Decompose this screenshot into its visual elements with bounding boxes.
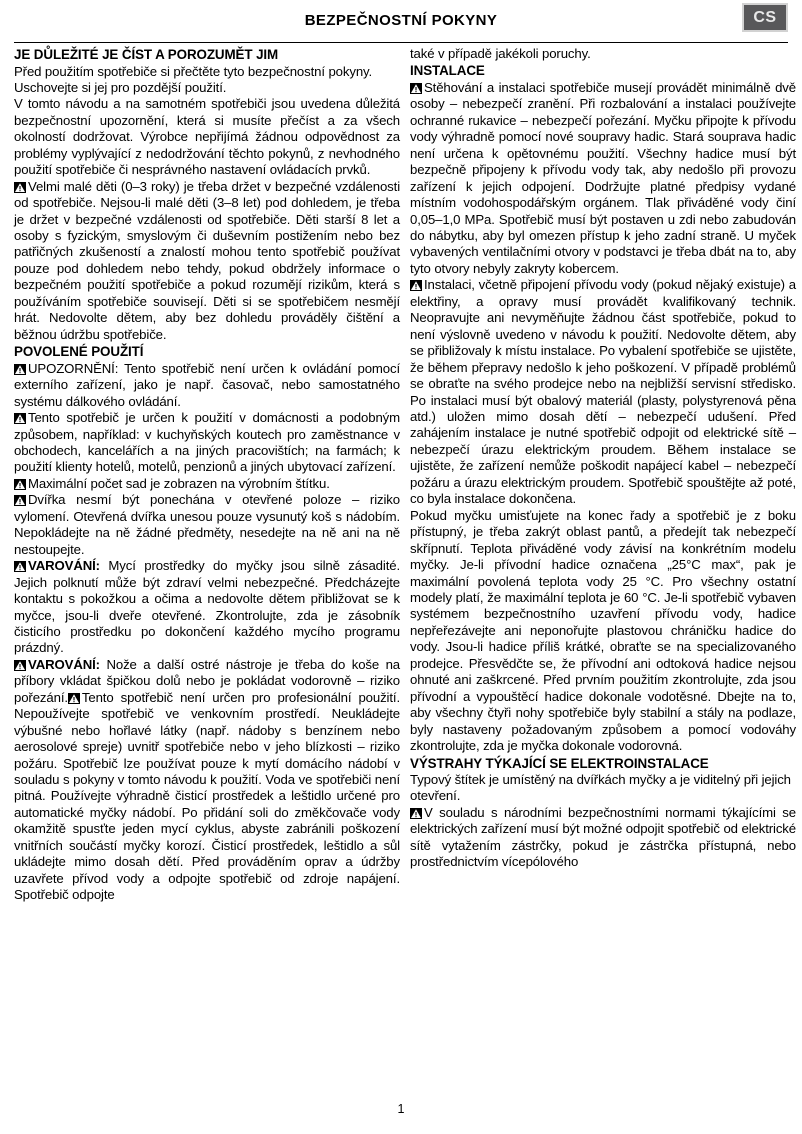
- paragraph-detergent-warning-text: Mycí prostředky do myčky jsou silně zásadité. Jejich polknutí může být zdraví velmi nebezpečné. Předcházejte kontaktu s pokožkou a očima a nedovolte dětem přibližovat se k myčce, jsou-li dveře otevřené. Zkontrolujte, zda je zásobník čisticího prostředku po dokončení každého mycího programu prázdný.: [14, 558, 400, 656]
- header-divider: [14, 42, 788, 43]
- paragraph-installation-handling: [410, 80, 796, 277]
- section-heading-permitted-use: POVOLENÉ POUŽITÍ: [14, 344, 144, 360]
- warning-triangle-icon: [14, 495, 26, 506]
- warning-triangle-icon: [410, 280, 422, 291]
- warning-triangle-icon: [14, 660, 26, 671]
- paragraph-national-standards: [410, 805, 796, 871]
- paragraph-knives-warning-text: Nože a další ostré nástroje je třeba do koše na příbory vkládat špičkou dolů nebo je pokládat vodorovně – riziko pořezání.: [14, 656, 401, 705]
- paragraph-non-professional-use-text: Tento spotřebič není určen pro profesionální použití. Nepoužívejte spotřebič ve venkovním prostředí. Neukládejte výbušné nebo hořlavé látky (např. nádoby s benzínem nebo aerosolové spreje) uvnitř spotřebiče nebo v jeho blízkosti – riziko požáru. Spotřebič lze používat pouze k mytí domácího nádobí v souladu s pokyny v tomto návodu k použití. Voda ve spotřebiči není pitná. Používejte výhradně čisticí prostředek a leštidlo určené pro automatické myčky nádobí. Po přidání soli do změkčovače vody okamžitě spusťte jeden mycí cyklus, abyste zabránili poškození vnitřních součástí myčky korozí. Čisticí prostředek, leštidlo a sůl ukládejte mimo dosah dětí. Před prováděním oprav a údržby uzavřete přívod vody a odpojte spotřebič od zdroje napájení. Spotřebič odpojte: [14, 689, 400, 903]
- warning-triangle-icon: [14, 364, 26, 375]
- body-columns: [14, 46, 796, 904]
- warning-triangle-icon: [14, 182, 26, 193]
- warning-triangle-icon: [14, 413, 26, 424]
- warning-label: VAROVÁNÍ:: [28, 656, 100, 672]
- paragraph-qualified-technician: [410, 277, 796, 507]
- paragraph-max-place-settings: [14, 476, 400, 492]
- right-column: [410, 46, 796, 871]
- paragraph-domestic-use-text: Tento spotřebič je určen k použití v domácnosti a podobným způsobem, například: v kuchyňských koutech pro zaměstnance v obchodech, kancelářích a na jiných pracovištích; na farmách; k použití klienty hotelů, motelů, penzionů a jiných ubytovací zařízení.: [14, 410, 400, 475]
- paragraph-qualified-technician-text: Instalaci, včetně připojení přívodu vody (pokud nějaký existuje) a elektřiny, a opravy musí provádět kvalifikovaný technik. Neopravujte ani nevyměňujte žádnou část spotřebiče, pokud to není výslovně uvedeno v návodu k použití. Nedovolte dětem, aby se přibližovaly k místu instalace. Po vybalení spotřebiče se ujistěte, že během přepravy nedošlo k jeho poškození. V případě problémů se obraťte na svého prodejce nebo na nejbližší servisní středisko. Po instalaci musí být obalový materiál (plasty, polystyrenová pěna atd.) uložen mimo dosah dětí – nebezpečí udušení. Před zahájením instalace je nutné spotřebič odpojit od elektrické sítě – nebezpečí úrazu elektrickým proudem. Během instalace se ujistěte, že zařízení nemůže poškodit napájecí kabel – nebezpečí požáru a úrazu elektrickým proudem. Spotřebič spouštějte až poté, co byla instalace dokončena.: [410, 277, 796, 507]
- paragraph-manual-warnings: V tomto návodu a na samotném spotřebiči jsou uvedena důležitá bezpečnostní upozornění, která si musíte přečíst a za všech okolností dodržovat. Výrobce nepřijímá žádnou odpovědnost za problémy vyplývající z nedodržování těchto pokynů, z nevhodného použití spotřebiče či nesprávného nastavení ovládacích prvků.: [14, 96, 400, 178]
- paragraph-domestic-use: [14, 410, 400, 476]
- language-badge: CS: [742, 3, 788, 32]
- paragraph-children-safety: [14, 179, 400, 344]
- warning-triangle-icon: [14, 479, 26, 490]
- paragraph-children-safety-text: Velmi malé děti (0–3 roky) je třeba držet v bezpečné vzdálenosti od spotřebiče. Nejsou-li malé děti (3–8 let) pod dohledem, je třeba je držet v bezpečné vzdálenosti od spotřebiče. Děti starší 8 let a osoby s fyzickým, smyslovým či duševním postižením nebo bez patřičných zkušeností a znalostí mohou tento spotřebič používat pouze pod dohledem nebo tehdy, pokud obdržely informace o bezpečném použití spotřebiče a pokud rozumějí rizikům, která s používáním spotřebiče souvisejí. Děti si se spotřebičem nesmějí hrát. Nedovolte dětem, aby bez dohledu prováděly čištění a běžnou údržbu spotřebiče.: [14, 178, 400, 342]
- section-heading-electrical-warnings: VÝSTRAHY TÝKAJÍCÍ SE ELEKTROINSTALACE: [410, 755, 709, 771]
- paragraph-national-standards-text: V souladu s národními bezpečnostními normami týkajícími se elektrických zařízení musí být možné odpojit spotřebič od elektrické sítě vytažením zástrčky, pokud je zástrčka přístupná, nebo prostřednictvím vícepólového: [410, 804, 796, 870]
- paragraph-door-open-position: [14, 492, 400, 558]
- section-heading-installation: INSTALACE: [410, 63, 485, 79]
- paragraph-external-timer-caution-text: Tento spotřebič není určen k ovládání pomocí externího zařízení, jako je např. časovač, nebo samostatného systému dálkového ovládání.: [14, 360, 400, 409]
- paragraph-max-place-settings-text: Maximální počet sad je zobrazen na výrobním štítku.: [28, 475, 330, 491]
- paragraph-door-open-position-text: Dvířka nesmí být ponechána v otevřené poloze – riziko vylomení. Otevřená dvířka unesou pouze vysunutý koš s nádobím. Nepokládejte na ně žádné předměty, nesedejte na ně ani na ně nestoupejte.: [14, 492, 400, 557]
- paragraph-detergent-warning: [14, 558, 400, 657]
- paragraph-rating-plate: Typový štítek je umístěný na dvířkách myčky a je viditelný při jejich otevření.: [410, 772, 791, 804]
- paragraph-knives-warning: [14, 657, 400, 904]
- paragraph-installation-handling-text: Stěhování a instalaci spotřebiče musejí provádět minimálně dvě osoby – nebezpečí zranění. Při rozbalování a instalaci používejte ochranné rukavice – nebezpečí pořezání. Myčku připojte k přívodu vody výhradně pomocí nové soupravy hadic. Stará souprava hadic není určena k opětovnému použití. Všechny hadice musí být bezpečně připojeny k přívodu vody tak, aby nedošlo při provozu zařízení k jejich odpojení. Dodržujte platné předpisy vydané místním vodohospodářským orgánem. Tlak přiváděné vody činí 0,05–1,0 MPa. Spotřebič musí být postaven u zdi nebo zabudován do nábytku, aby byl omezen přístup k jeho zadní straně. U myček vybavených ventilačními otvory v podstavci je třeba dbát na to, aby tyto otvory nebyly zakryty kobercem.: [410, 79, 796, 276]
- paragraph-malfunction-continuation: také v případě jakékoli poruchy.: [410, 46, 591, 61]
- warning-triangle-icon: [410, 808, 422, 819]
- warning-label: VAROVÁNÍ:: [28, 558, 100, 574]
- warning-triangle-icon: [14, 561, 26, 572]
- paragraph-end-of-row-placement: Pokud myčku umisťujete na konec řady a spotřebič je z boku přístupný, je třeba zakrýt oblast pantů, a předejít tak nebezpečí skřípnutí. Teplota přiváděné vody závisí na konkrétním modelu myčky. Je-li přívodní hadice označena „25°C max“, pak je maximální povolená teplota vody 25 °C. Pro všechny ostatní modely platí, že maximální teplota je 60 °C. Je-li spotřebič vybaven systémem bezpečnostního uzavření přívodu vody, hadice nepřeřezávejte ani neponořujte plastovou chráničku hadice do vody. Jsou-li hadice příliš krátké, obraťte se na specializovaného prodejce. Přesvědčte se, že přívodní ani odtoková hadice nejsou ohnuté ani zaškrcené. Před prvním použitím zkontrolujte, zda jsou přívodní a vypouštěcí hadice dokonale vodotěsné. Dbejte na to, aby všechny čtyři nohy spotřebiče byly stabilní a stály na podlaze, byly nastaveny požadovaným způsobem a pomocí vodováhy zkontrolujte, zda je myčka dokonale vodorovná.: [410, 507, 796, 754]
- warning-triangle-icon: [68, 693, 80, 704]
- caution-label: UPOZORNĚNÍ:: [28, 360, 119, 376]
- page-number: 1: [397, 1102, 405, 1116]
- page-header: [14, 0, 788, 42]
- warning-triangle-icon: [410, 83, 422, 94]
- page-title: BEZPEČNOSTNÍ POKYNY: [304, 12, 498, 29]
- left-column: [14, 46, 400, 904]
- paragraph-read-before-use: Před použitím spotřebiče si přečtěte tyto bezpečnostní pokyny. Uschovejte si jej pro pozdější použití.: [14, 63, 373, 95]
- section-heading-important-read: JE DŮLEŽITÉ JE ČÍST A POROZUMĚT JIM: [14, 47, 279, 62]
- paragraph-external-timer-caution: [14, 361, 400, 410]
